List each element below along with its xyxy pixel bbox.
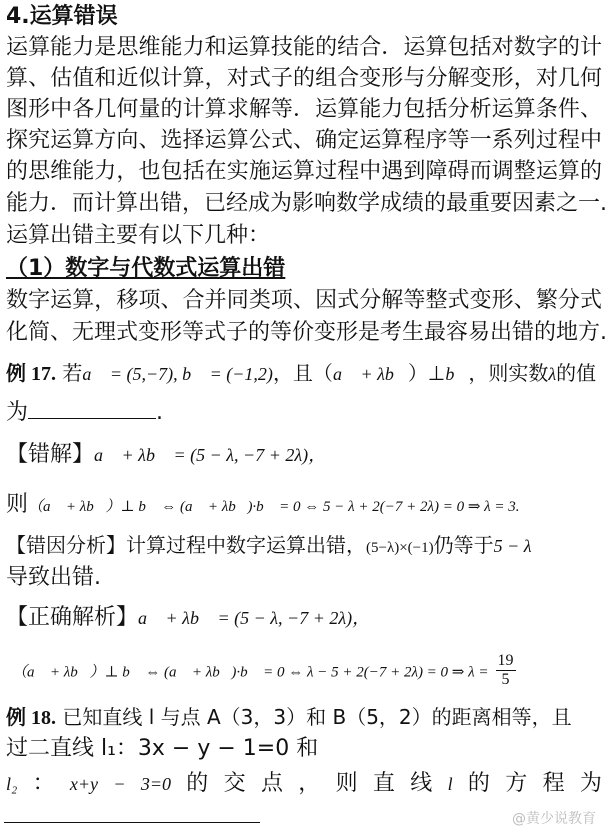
text-token: 交 <box>223 771 246 796</box>
text-token: − <box>113 774 126 794</box>
example-label: 例 18. <box>6 707 56 729</box>
intro-line: 算、估值和近似计算，对式子的组合变形与分解变形，对几何 <box>6 66 602 91</box>
example-18-line2: 过二直线 l₁：3x − y − 1=0 和 <box>6 736 319 761</box>
math: λ <box>548 364 557 384</box>
text-token: l₂ <box>6 774 18 794</box>
watermark: @黄少说教育 <box>512 811 596 827</box>
text-token: 线 <box>410 771 433 796</box>
math: a⃗ = (5,−7), b⃗ = (−1,2) <box>82 364 273 384</box>
answer-blank <box>4 822 260 823</box>
wrong-solution <box>6 440 602 470</box>
text: 已知直线 l 与点 A（3，3）和 B（5，2）的距离相等，且 <box>62 705 572 729</box>
math: a⃗ + λb⃗ = (5 − λ, −7 + 2λ)， <box>138 608 371 628</box>
text: ，则实数 <box>468 361 549 385</box>
fraction <box>496 652 516 689</box>
text: 若 <box>62 361 83 385</box>
text-token: 3=0 <box>140 774 171 794</box>
text-token: ， <box>298 771 321 796</box>
error-cause <box>6 530 602 563</box>
text-token: 直 <box>372 771 395 796</box>
text: 的值 <box>556 361 597 385</box>
example-18-line1 <box>6 702 602 733</box>
sub-line: 数字运算，移项、合并同类项、因式分解等整式变形、繁分式 <box>6 288 602 313</box>
sub-line: 化简、无理式变形等式子的等价变形是考生最容易出错的地方. <box>6 320 607 345</box>
example-label: 例 17. <box>6 363 56 385</box>
math: （a⃗ + λb⃗）⊥ b⃗ ⇔ (a⃗ + λb⃗)·b⃗ = 0 ⇔ λ − 5 + 2(−7 + 2λ) = 0 ⇒ λ = <box>12 664 489 681</box>
text-token: 方 <box>505 771 528 796</box>
intro-line: 能力．而计算出错，已经成为影响数学成绩的最重要因素之一. <box>6 191 607 216</box>
text: ）⊥ <box>407 361 446 385</box>
error-cause-label: 【错因分析】 <box>6 533 126 557</box>
correct-solution <box>6 603 602 633</box>
text: ，且（ <box>272 361 333 385</box>
math: a⃗ + λb⃗ = (5 − λ, −7 + 2λ)， <box>94 445 327 465</box>
correct-solution-line2 <box>12 652 602 689</box>
text: 计算过程中数字运算出错， <box>126 533 366 557</box>
subheading: （1）数字与代数式运算出错 <box>6 256 286 281</box>
intro-line: 的思维能力，也包括在实施运算过程中遇到障碍而调整运算的 <box>6 159 602 184</box>
example-17-blank-line <box>6 396 602 428</box>
error-cause-line2: 导致出错. <box>6 565 101 590</box>
text-token: ： <box>32 771 55 796</box>
denominator: 5 <box>501 671 510 688</box>
wrong-solution-label: 【错解】 <box>6 442 95 467</box>
correct-solution-label: 【正确解析】 <box>6 605 139 630</box>
intro-line: 图形中各几何量的计算求解等．运算能力包括分析运算条件、 <box>6 97 602 122</box>
text: 则 <box>6 492 29 517</box>
math: a⃗ + λb⃗ <box>332 364 408 384</box>
text: . <box>156 400 164 425</box>
section-title: 4.运算错误 <box>6 4 118 29</box>
math: (5−λ)×(−1) <box>366 540 434 556</box>
text-token: 则 <box>335 771 358 796</box>
example-17-question <box>6 358 602 389</box>
example-18-line3 <box>6 769 602 799</box>
intro-line: 运算出错主要有以下几种： <box>6 223 271 248</box>
numerator: 19 <box>497 652 514 669</box>
text-token: x+y <box>69 774 99 794</box>
text-token: l <box>447 774 453 794</box>
text: 仍等于 <box>433 533 494 557</box>
text-token: 程 <box>542 771 565 796</box>
math: （a⃗ + λb⃗）⊥ b⃗ ⇔ (a⃗ + λb⃗)·b⃗ = 0 ⇔ 5 − λ + 2(−7 + 2λ) = 0 ⇒ λ = 3. <box>28 499 520 515</box>
text-token: 为 <box>579 771 602 796</box>
intro-line: 探究运算方向、选择运算公式、确定运算程序等一系列过程中 <box>6 128 602 153</box>
text-token: 的 <box>467 771 490 796</box>
text-token: 的 <box>186 771 209 796</box>
wrong-solution-line2 <box>6 490 602 522</box>
text-token: 点 <box>260 771 283 796</box>
text: 为 <box>6 400 29 425</box>
math: 5 − λ <box>493 536 532 556</box>
math: b⃗ <box>445 364 469 384</box>
answer-blank <box>28 396 156 419</box>
intro-line: 运算能力是思维能力和运算技能的结合．运算包括对数字的计 <box>6 35 602 60</box>
